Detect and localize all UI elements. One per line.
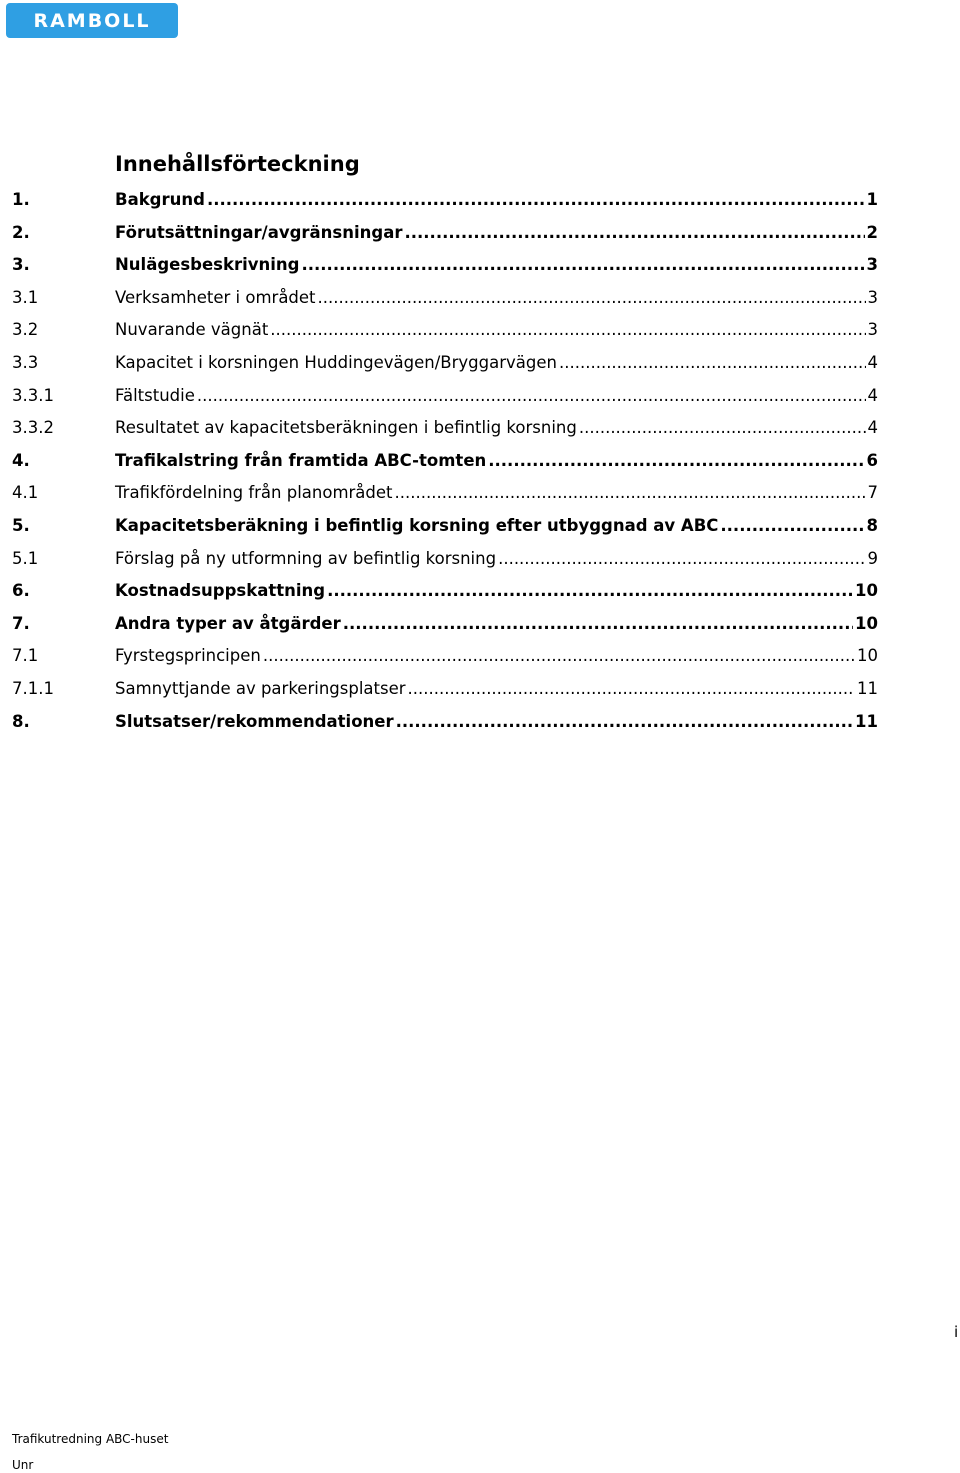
toc-entry[interactable] (12, 608, 878, 641)
toc-entry-number: 3. (12, 255, 30, 275)
toc-dot-leader (395, 477, 866, 510)
toc-entry-page: 4 (867, 385, 878, 405)
toc-entry-number: 3.3.1 (12, 385, 54, 405)
toc-entry-number: 6. (12, 581, 30, 601)
toc-entry-title: Kapacitetsberäkning i befintlig korsning efter utbyggnad av ABC (115, 515, 719, 535)
toc-entry-page: 3 (867, 320, 878, 340)
toc-entry-page: 10 (857, 646, 878, 666)
toc-dot-leader (207, 184, 865, 217)
toc-entry-page: 10 (855, 581, 878, 601)
logo-text: RAMBOLL (33, 9, 151, 32)
toc-entry-number: 3.3 (12, 352, 39, 372)
toc-entry-page: 4 (867, 418, 878, 438)
toc-dot-leader (270, 314, 865, 347)
toc-entry-title: Kostnadsuppskattning (115, 581, 326, 601)
toc-dot-leader (343, 608, 853, 641)
toc-entry[interactable] (12, 706, 878, 739)
toc-entry-title: Trafikfördelning från planområdet (115, 483, 393, 503)
toc-entry-title: Nulägesbeskrivning (115, 255, 300, 275)
toc-entry-number: 3.1 (12, 287, 39, 307)
toc-entry-title: Nuvarande vägnät (115, 320, 269, 340)
toc-entry-title: Resultatet av kapacitetsberäkningen i befintlig korsning (115, 418, 577, 438)
toc-entry-title: Slutsatser/rekommendationer (115, 711, 394, 731)
toc-entry-title: Förslag på ny utformning av befintlig korsning (115, 548, 497, 568)
toc-entry-page: 9 (867, 548, 878, 568)
toc-list (12, 184, 878, 738)
toc-entry[interactable] (12, 477, 878, 510)
toc-dot-leader (327, 575, 853, 608)
toc-dot-leader (318, 282, 866, 315)
toc-entry[interactable] (12, 445, 878, 478)
toc-entry[interactable] (12, 249, 878, 282)
toc-entry[interactable] (12, 217, 878, 250)
page-number-marker: i (954, 1323, 959, 1341)
toc-entry-page: 11 (855, 711, 878, 731)
toc-entry[interactable] (12, 347, 878, 380)
toc-dot-leader (720, 510, 864, 543)
toc-entry[interactable] (12, 640, 878, 673)
toc-entry-page: 3 (866, 255, 878, 275)
toc-entry-page: 4 (867, 352, 878, 372)
toc-entry-title: Andra typer av åtgärder (115, 613, 341, 633)
toc-entry-number: 2. (12, 222, 30, 242)
toc-entry-title: Kapacitet i korsningen Huddingevägen/Bryggarvägen (115, 352, 557, 372)
toc-entry[interactable] (12, 282, 878, 315)
toc-dot-leader (301, 249, 864, 282)
toc-entry-title: Bakgrund (115, 190, 205, 209)
toc-dot-leader (404, 217, 864, 250)
toc-dot-leader (488, 445, 864, 478)
ramboll-logo (6, 3, 178, 38)
toc-entry-page: 10 (855, 613, 878, 633)
toc-entry-title: Förutsättningar/avgränsningar (115, 222, 403, 242)
toc-dot-leader (559, 347, 866, 380)
toc-entry-number: 3.2 (12, 320, 39, 340)
toc-entry-number: 1. (12, 190, 30, 209)
toc-entry-number: 4. (12, 450, 30, 470)
footer-document-title: Trafikutredning ABC-huset (12, 1432, 169, 1446)
toc-entry-page: 1 (866, 190, 878, 209)
toc-entry[interactable] (12, 314, 878, 347)
toc-dot-leader (408, 673, 855, 706)
toc-dot-leader (396, 706, 853, 739)
toc-entry-title: Fyrstegsprincipen (115, 646, 261, 666)
toc-dot-leader (579, 412, 866, 445)
toc-entry-number: 8. (12, 711, 30, 731)
toc-entry[interactable] (12, 575, 878, 608)
toc-entry[interactable] (12, 543, 878, 576)
toc-entry[interactable] (12, 380, 878, 413)
toc-entry-page: 7 (867, 483, 878, 503)
toc-entry-number: 7.1.1 (12, 678, 54, 698)
toc-entry[interactable] (12, 412, 878, 445)
toc-entry[interactable] (12, 510, 878, 543)
toc-entry-page: 2 (866, 222, 878, 242)
toc-entry-title: Fältstudie (115, 385, 195, 405)
toc-dot-leader (498, 543, 865, 576)
footer-subtitle: Unr (12, 1458, 34, 1472)
toc-entry-page: 11 (857, 678, 878, 698)
toc-entry-title: Samnyttjande av parkeringsplatser (115, 678, 406, 698)
toc-entry[interactable] (12, 673, 878, 706)
toc-entry-number: 4.1 (12, 483, 39, 503)
toc-entry-number: 7. (12, 613, 30, 633)
toc-entry-title: Verksamheter i området (115, 287, 316, 307)
toc-heading: Innehållsförteckning (115, 152, 360, 176)
toc-dot-leader (263, 640, 855, 673)
toc-entry-number: 3.3.2 (12, 418, 54, 438)
toc-entry-title: Trafikalstring från framtida ABC-tomten (115, 450, 487, 470)
toc-entry-page: 3 (867, 287, 878, 307)
toc-entry-number: 5.1 (12, 548, 39, 568)
toc-entry-page: 6 (866, 450, 878, 470)
toc-dot-leader (197, 380, 866, 413)
toc-entry[interactable] (12, 184, 878, 217)
toc-entry-page: 8 (866, 515, 878, 535)
toc-entry-number: 7.1 (12, 646, 39, 666)
toc-entry-number: 5. (12, 515, 30, 535)
